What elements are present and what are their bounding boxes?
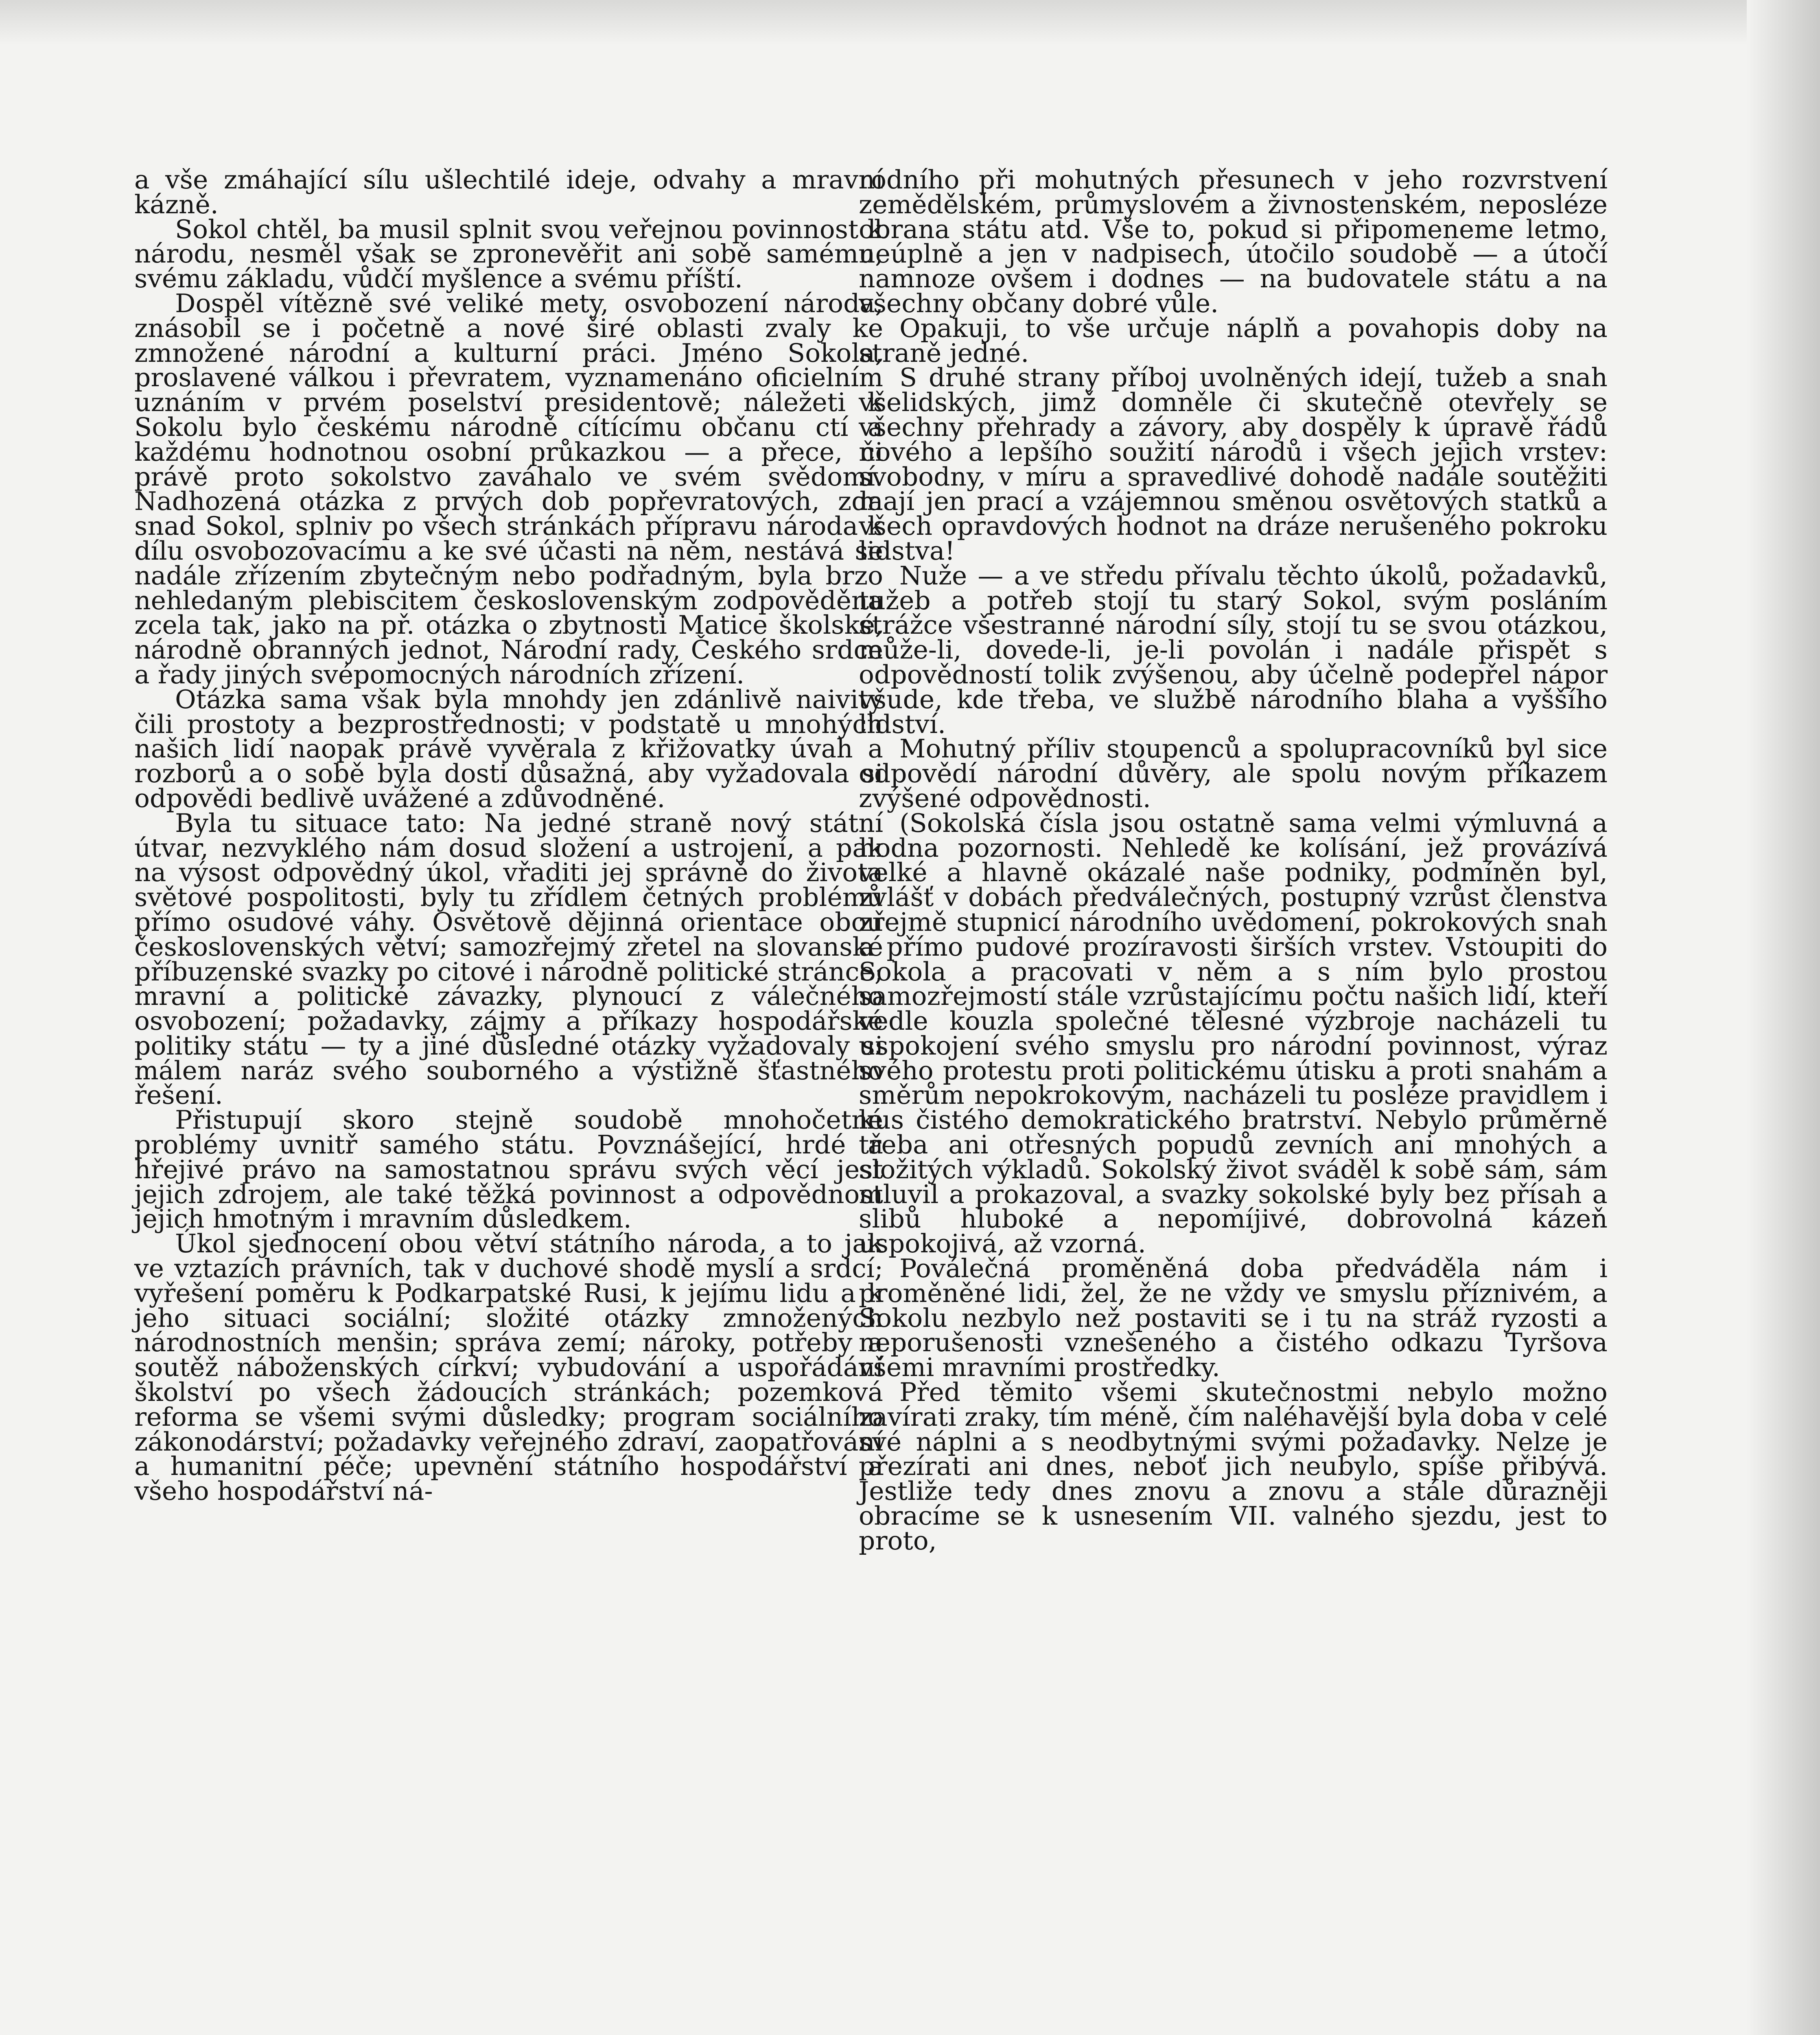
page-edge-shadow [1747, 0, 1820, 2035]
paragraph: Před těmito všemi skutečnostmi nebylo možno zavírati zraky, tím méně, čím naléhavější byla doba v celé své náplni a s neodbytnými svými požadavky. Nelze je přezírati ani dnes, neboť jich neubylo, spíše přibývá. Jestliže tedy dnes znovu a znovu a stále důrazněji obracíme se k usnesením VII. valného sjezdu, jest to proto, [859, 1377, 1608, 1556]
paragraph: rodního při mohutných přesunech v jeho rozvrstvení zemědělském, průmyslovém a živnostenském, neposléze obrana státu atd. Vše to, pokud si připomeneme letmo, neúplně a jen v nadpisech, útočilo soudobě — a útočí namnoze ovšem i dodnes — na budovatele státu a na všechny občany dobré vůle. [859, 165, 1608, 318]
paragraph: Otázka sama však byla mnohdy jen zdánlivě naivity čili prostoty a bezprostřednosti; v podstatě u mnohých našich lidí naopak právě vyvěrala z křižovatky úvah a rozborů a o sobě byla dosti důsažná, aby vyžadovala si odpovědi bedlivě uvážené a zdůvodněné. [134, 684, 883, 813]
paragraph: Úkol sjednocení obou větví státního národa, a to jak ve vztazích právních, tak v duchové shodě myslí a srdcí; vyřešení poměru k Podkarpatské Rusi, k jejímu lidu a k jeho situaci sociální; složité otázky zmnožených národnostních menšin; správa zemí; nároky, potřeby a soutěž náboženských církví; vybudování a uspořádání školství po všech žádoucích stránkách; pozemková reforma se všemi svými důsledky; program sociálního zákonodárství; požadavky veřejného zdraví, zaopatřování a humanitní péče; upevnění státního hospodářství a všeho hospodářství ná- [134, 1229, 883, 1506]
paragraph: Opakuji, to vše určuje náplň a povahopis doby na straně jedné. [859, 313, 1608, 368]
paragraph: Mohutný příliv stoupenců a spolupracovníků byl sice odpovědí národní důvěry, ale spolu novým příkazem zvýšené odpovědnosti. [859, 734, 1608, 813]
paragraph: Poválečná proměněná doba předváděla nám i proměněné lidi, žel, že ne vždy ve smyslu příznivém, a Sokolu nezbylo než postaviti se i tu na stráž ryzosti a neporušenosti vznešeného a čistého odkazu Tyršova všemi mravními prostředky. [859, 1254, 1608, 1383]
page-top-shadow [0, 0, 1820, 45]
left-column [134, 165, 883, 1506]
paragraph: Sokol chtěl, ba musil splnit svou veřejnou povinnost k národu, nesměl však se zpronevěřit ani sobě samému, svému základu, vůdčí myšlence a svému příští. [134, 214, 883, 294]
paragraph: a vše zmáhající sílu ušlechtilé ideje, odvahy a mravní kázně. [134, 165, 883, 219]
right-column [859, 165, 1608, 1556]
paragraph: Dospěl vítězně své veliké mety, osvobození národa, znásobil se i početně a nové širé oblasti zvaly ke zmnožené národní a kulturní práci. Jméno Sokola, proslavené válkou i převratem, vyznamenáno oficielním uznáním v prvém poselství presidentově; náležeti k Sokolu bylo českému národně cítícímu občanu ctí a každému hodnotnou osobní průkazkou — a přece, či právě proto sokolstvo zaváhalo ve svém svědomí. Nadhozená otázka z prvých dob popřevratových, zda snad Sokol, splniv po všech stránkách přípravu národa k dílu osvobozovacímu a ke své účasti na něm, nestává se nadále zřízením zbytečným nebo podřadným, byla brzo nehledaným plebiscitem československým zodpověděna zcela tak, jako na př. otázka o zbytnosti Matice školské, národně obranných jednot, Národní rady, Českého srdce a řady jiných svépomocných národních zřízení. [134, 288, 883, 689]
paragraph: S druhé strany příboj uvolněných idejí, tužeb a snah všelidských, jimž domněle či skutečně otevřely se všechny přehrady a závory, aby dospěly k úpravě řádů nového a lepšího soužití národů i všech jejich vrstev: svobodny, v míru a spravedlivé dohodě nadále soutěžiti mají jen prací a vzájemnou směnou osvětových statků a všech opravdových hodnot na dráze nerušeného pokroku lidstva! [859, 363, 1608, 566]
paragraph: Nuže — a ve středu přívalu těchto úkolů, požadavků, tužeb a potřeb stojí tu starý Sokol, svým posláním strážce všestranné národní síly, stojí tu se svou otázkou, může-li, dovede-li, je-li povolán i nadále přispět s odpovědností tolik zvýšenou, aby účelně podepřel nápor všude, kde třeba, ve službě národního blaha a vyššího lidství. [859, 560, 1608, 739]
paragraph: Přistupují skoro stejně soudobě mnohočetné problémy uvnitř samého státu. Povznášející, hrdé a hřejivé právo na samostatnou správu svých věcí jest jejich zdrojem, ale také těžká povinnost a odpovědnost jejich hmotným i mravním důsledkem. [134, 1105, 883, 1234]
paragraph: (Sokolská čísla jsou ostatně sama velmi výmluvná a hodna pozornosti. Nehledě ke kolísání, jež provázívá velké a hlavně okázalé naše podniky, podmíněn byl, zvlášť v dobách předválečných, postupný vzrůst členstva zřejmě stupnicí národního uvědomení, pokrokových snah a přímo pudové prozíravosti širších vrstev. Vstoupiti do Sokola a pracovati v něm a s ním bylo prostou samozřejmostí stále vzrůstajícímu počtu našich lidí, kteří vedle kouzla společné tělesné výzbroje nacházeli tu uspokojení svého smyslu pro národní povinnost, výraz svého protestu proti politickému útisku a proti snahám a směrům nepokrokovým, nacházeli tu posléze pravidlem i kus čistého demokratického bratrství. Nebylo průměrně třeba ani otřesných popudů zevních ani mnohých a složitých výkladů. Sokolský život sváděl k sobě sám, sám mluvil a prokazoval, a svazky sokolské byly bez přísah a slibů hluboké a nepomíjivé, dobrovolná kázeň uspokojivá, až vzorná. [859, 808, 1608, 1259]
paragraph: Byla tu situace tato: Na jedné straně nový státní útvar, nezvyklého nám dosud složení a ustrojení, a pak na výsost odpovědný úkol, vřaditi jej správně do života světové pospolitosti, byly tu zřídlem četných problémů přímo osudové váhy. Osvětově dějinná orientace obou československých větví; samozřejmý zřetel na slovanské příbuzenské svazky po citové i národně politické stránce; mravní a politické závazky, plynoucí z válečného osvobození; požadavky, zájmy a příkazy hospodářské politiky státu — ty a jiné důsledné otázky vyžadovaly si málem naráz svého souborného a výstižně šťastného řešení. [134, 808, 883, 1110]
